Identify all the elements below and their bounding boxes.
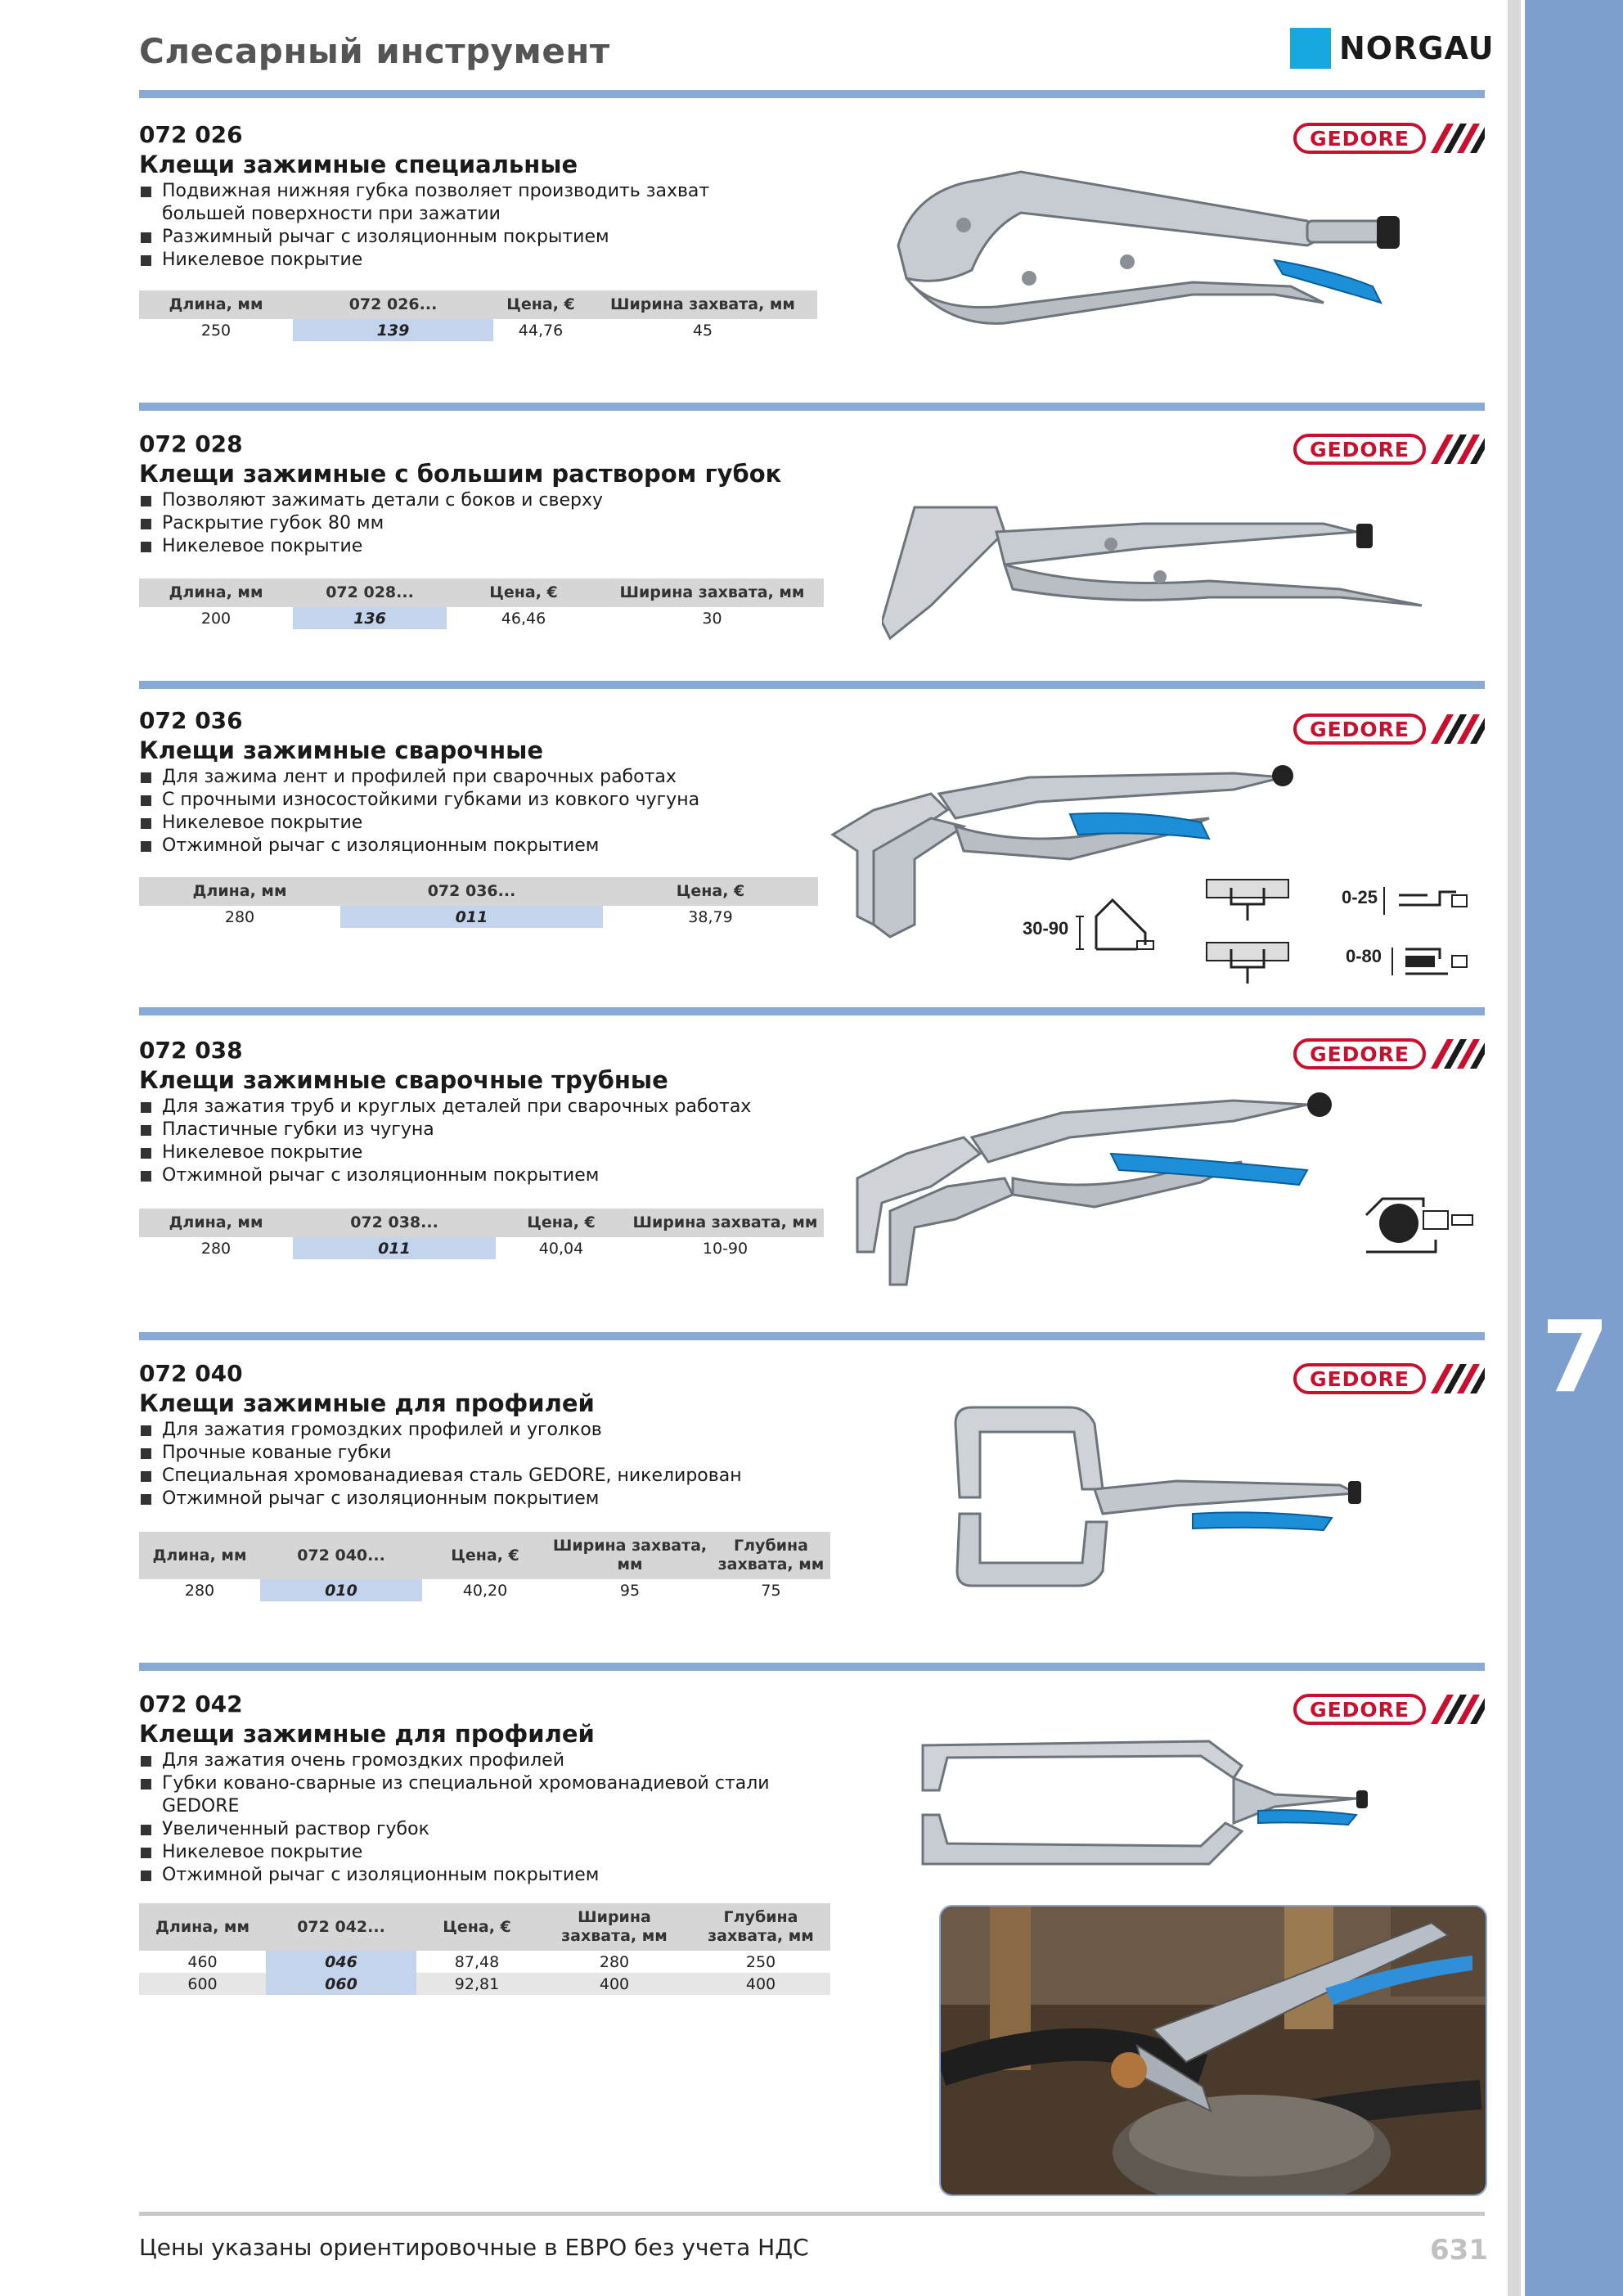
feature-item: Для зажатия громоздких профилей и уголков	[139, 1419, 794, 1442]
section-divider	[139, 1663, 1485, 1671]
section-divider	[139, 1332, 1485, 1340]
table-header: Длина, мм	[139, 579, 293, 607]
table-cell: 45	[692, 321, 713, 340]
gedore-brand-logo	[1293, 1038, 1485, 1069]
table-row	[139, 319, 817, 341]
norgau-logo	[1290, 28, 1495, 69]
spec-table	[139, 1209, 824, 1259]
tool-image-072-026	[882, 164, 1438, 335]
table-cell: 92,81	[416, 1973, 537, 1995]
table-cell: 250	[200, 321, 232, 340]
brand-stripes-icon	[1431, 1364, 1485, 1393]
article-suffix-cell: 011	[340, 906, 603, 928]
brand-name: GEDORE	[1293, 1363, 1426, 1394]
table-cell: 46,46	[501, 609, 546, 628]
table-cell: 95	[619, 1581, 641, 1600]
spec-table	[139, 579, 824, 629]
section-divider	[139, 90, 1485, 98]
table-header: Цена, €	[416, 1903, 537, 1951]
table-row	[139, 607, 824, 629]
product-code: 072 040	[139, 1360, 243, 1387]
table-header: Ширина захвата, мм	[600, 579, 824, 607]
product-code: 072 038	[139, 1037, 243, 1064]
feature-item: Отжимной рычаг с изоляционным покрытием	[139, 1164, 794, 1187]
product-code: 072 026	[139, 121, 243, 148]
product-name: Клещи зажимные для профилей	[139, 1389, 595, 1417]
product-name: Клещи зажимные сварочные трубные	[139, 1066, 668, 1094]
feature-item: Прочные кованые губки	[139, 1442, 794, 1465]
feature-list	[139, 1749, 794, 1887]
product-section-072-042	[139, 1663, 1485, 1993]
table-row	[139, 906, 818, 928]
brand-stripes-icon	[1431, 434, 1485, 464]
table-cell: 600	[139, 1973, 266, 1995]
weld-clamp-diagrams	[1014, 867, 1481, 990]
feature-list	[139, 1419, 794, 1510]
product-section-072-026	[139, 90, 1485, 340]
article-suffix-cell: 060	[266, 1973, 416, 1995]
section-divider	[139, 681, 1485, 689]
product-name: Клещи зажимные специальные	[139, 151, 578, 178]
table-header: Ширина захвата, мм	[627, 1209, 824, 1237]
product-section-072-038	[139, 1007, 1485, 1258]
feature-list	[139, 489, 794, 558]
feature-item: Никелевое покрытие	[139, 1141, 794, 1164]
feature-item: Для зажатия очень громоздких профилей	[139, 1749, 794, 1772]
brand-name: GEDORE	[1293, 1038, 1426, 1069]
usage-photo	[939, 1905, 1487, 2196]
table-header: Глубина захвата, мм	[691, 1903, 830, 1951]
feature-item: Никелевое покрытие	[139, 812, 794, 835]
table-header: Цена, €	[447, 579, 600, 607]
spec-table	[139, 290, 817, 341]
table-header: Длина, мм	[139, 1532, 260, 1579]
feature-item: Увеличенный раствор губок	[139, 1818, 794, 1841]
table-header: 072 042...	[266, 1903, 416, 1951]
feature-item: Пластичные губки из чугуна	[139, 1119, 794, 1141]
table-header: Цена, €	[422, 1532, 548, 1579]
table-cell: 460	[187, 1952, 218, 1971]
table-cell: 30	[702, 609, 722, 628]
table-header: Глубина захвата, мм	[712, 1532, 830, 1579]
feature-list	[139, 766, 794, 858]
tool-image-072-028	[882, 499, 1438, 646]
table-header: 072 028...	[293, 579, 447, 607]
table-row	[139, 1237, 824, 1259]
tool-image-072-042	[915, 1733, 1373, 1872]
feature-item: Для зажатия труб и круглых деталей при сварочных работах	[139, 1096, 794, 1119]
chapter-number: 7	[1541, 1301, 1610, 1415]
table-cell: 280	[599, 1952, 630, 1971]
table-header: Цена, €	[493, 290, 588, 319]
feature-item: Отжимной рычаг с изоляционным покрытием	[139, 835, 794, 858]
footer-divider	[139, 2212, 1485, 2216]
article-suffix-cell: 011	[293, 1237, 496, 1259]
footer-note: Цены указаны ориентировочные в ЕВРО без учета НДС	[139, 2234, 809, 2261]
table-header: Ширина захвата, мм	[588, 290, 817, 319]
table-header: Ширина захвата, мм	[537, 1903, 691, 1951]
side-divider	[1508, 0, 1521, 2296]
feature-list	[139, 1096, 794, 1187]
table-row	[139, 1579, 830, 1601]
diagram-label-30-90: 30-90	[1023, 918, 1069, 939]
diagram-label-0-25: 0-25	[1342, 887, 1378, 907]
brand-name: GEDORE	[1293, 434, 1426, 465]
brand-stripes-icon	[1431, 1039, 1485, 1069]
product-code: 072 028	[139, 430, 243, 457]
article-suffix-cell: 046	[266, 1951, 416, 1973]
feature-list	[139, 180, 794, 272]
feature-item: Отжимной рычаг с изоляционным покрытием	[139, 1488, 794, 1510]
table-row	[139, 1951, 830, 1973]
table-cell: 200	[200, 609, 232, 628]
page-title: Слесарный инструмент	[139, 31, 610, 71]
table-cell: 250	[745, 1952, 776, 1971]
brand-name: GEDORE	[1293, 1694, 1426, 1725]
brand-stripes-icon	[1431, 714, 1485, 744]
table-cell: 280	[200, 1239, 232, 1258]
table-cell: 280	[184, 1581, 215, 1600]
table-cell: 40,04	[538, 1239, 584, 1258]
table-header: 072 026...	[293, 290, 493, 319]
product-section-072-028	[139, 403, 1485, 628]
feature-item: С прочными износостойкими губками из ковкого чугуна	[139, 789, 794, 812]
gedore-brand-logo	[1293, 1363, 1485, 1394]
table-header: Цена, €	[496, 1209, 627, 1237]
table-cell: 38,79	[688, 907, 733, 926]
spec-table	[139, 877, 818, 928]
logo-text: NORGAU	[1339, 30, 1495, 66]
spec-table	[139, 1532, 830, 1601]
table-header: Длина, мм	[139, 877, 340, 906]
table-cell: 75	[761, 1581, 781, 1600]
feature-item: Губки ковано-сварные из специальной хромованадиевой стали GEDORE	[139, 1772, 794, 1818]
table-header: Ширина захвата, мм	[548, 1532, 712, 1579]
table-header: Длина, мм	[139, 1209, 293, 1237]
logo-square-icon	[1290, 28, 1331, 69]
feature-item: Никелевое покрытие	[139, 249, 794, 272]
spec-table	[139, 1903, 830, 1995]
diagram-label-0-80: 0-80	[1346, 946, 1382, 966]
feature-item: Позволяют зажимать детали с боков и сверху	[139, 489, 794, 512]
product-name: Клещи зажимные с большим раствором губок	[139, 460, 782, 488]
feature-item: Специальная хромованадиевая сталь GEDORE, никелирован	[139, 1465, 794, 1488]
table-header: 072 038...	[293, 1209, 496, 1237]
chapter-strip	[1525, 0, 1623, 2296]
article-suffix-cell: 136	[293, 607, 447, 629]
table-row	[139, 1973, 830, 1995]
pipe-clamp-diagram	[1358, 1182, 1481, 1256]
table-header: Длина, мм	[139, 290, 293, 319]
brand-stripes-icon	[1431, 1695, 1485, 1724]
brand-name: GEDORE	[1293, 123, 1426, 154]
table-cell: 10-90	[702, 1239, 749, 1258]
article-suffix-cell: 139	[293, 319, 493, 341]
gedore-brand-logo	[1293, 714, 1485, 745]
feature-item: Отжимной рычаг с изоляционным покрытием	[139, 1864, 794, 1887]
table-cell: 44,76	[518, 321, 564, 340]
product-name: Клещи зажимные для профилей	[139, 1720, 595, 1748]
tool-image-072-040	[947, 1399, 1373, 1587]
feature-item: Разжимный рычаг с изоляционным покрытием	[139, 226, 794, 249]
gedore-brand-logo	[1293, 434, 1485, 465]
gedore-brand-logo	[1293, 123, 1485, 154]
brand-name: GEDORE	[1293, 714, 1426, 745]
product-name: Клещи зажимные сварочные	[139, 736, 544, 764]
page-number: 631	[1430, 2234, 1488, 2267]
brand-stripes-icon	[1431, 124, 1485, 153]
table-cell: 40,20	[462, 1581, 508, 1600]
tool-image-072-038	[849, 1088, 1340, 1301]
table-cell: 400	[691, 1973, 830, 1995]
article-suffix-cell: 010	[260, 1579, 422, 1601]
product-code: 072 042	[139, 1690, 243, 1717]
table-header: 072 036...	[340, 877, 603, 906]
table-header: Длина, мм	[139, 1903, 266, 1951]
section-divider	[139, 1007, 1485, 1015]
table-header: 072 040...	[260, 1532, 422, 1579]
table-header: Цена, €	[603, 877, 818, 906]
feature-item: Подвижная нижняя губка позволяет производить захват большей поверхности при зажатии	[139, 180, 794, 226]
table-cell: 280	[224, 907, 255, 926]
table-cell: 87,48	[454, 1952, 500, 1971]
feature-item: Никелевое покрытие	[139, 535, 794, 558]
product-code: 072 036	[139, 707, 243, 734]
product-section-072-040	[139, 1332, 1485, 1600]
table-cell: 400	[537, 1973, 691, 1995]
gedore-brand-logo	[1293, 1694, 1485, 1725]
section-divider	[139, 403, 1485, 411]
feature-item: Никелевое покрытие	[139, 1841, 794, 1864]
feature-item: Для зажима лент и профилей при сварочных работах	[139, 766, 794, 789]
feature-item: Раскрытие губок 80 мм	[139, 512, 794, 535]
